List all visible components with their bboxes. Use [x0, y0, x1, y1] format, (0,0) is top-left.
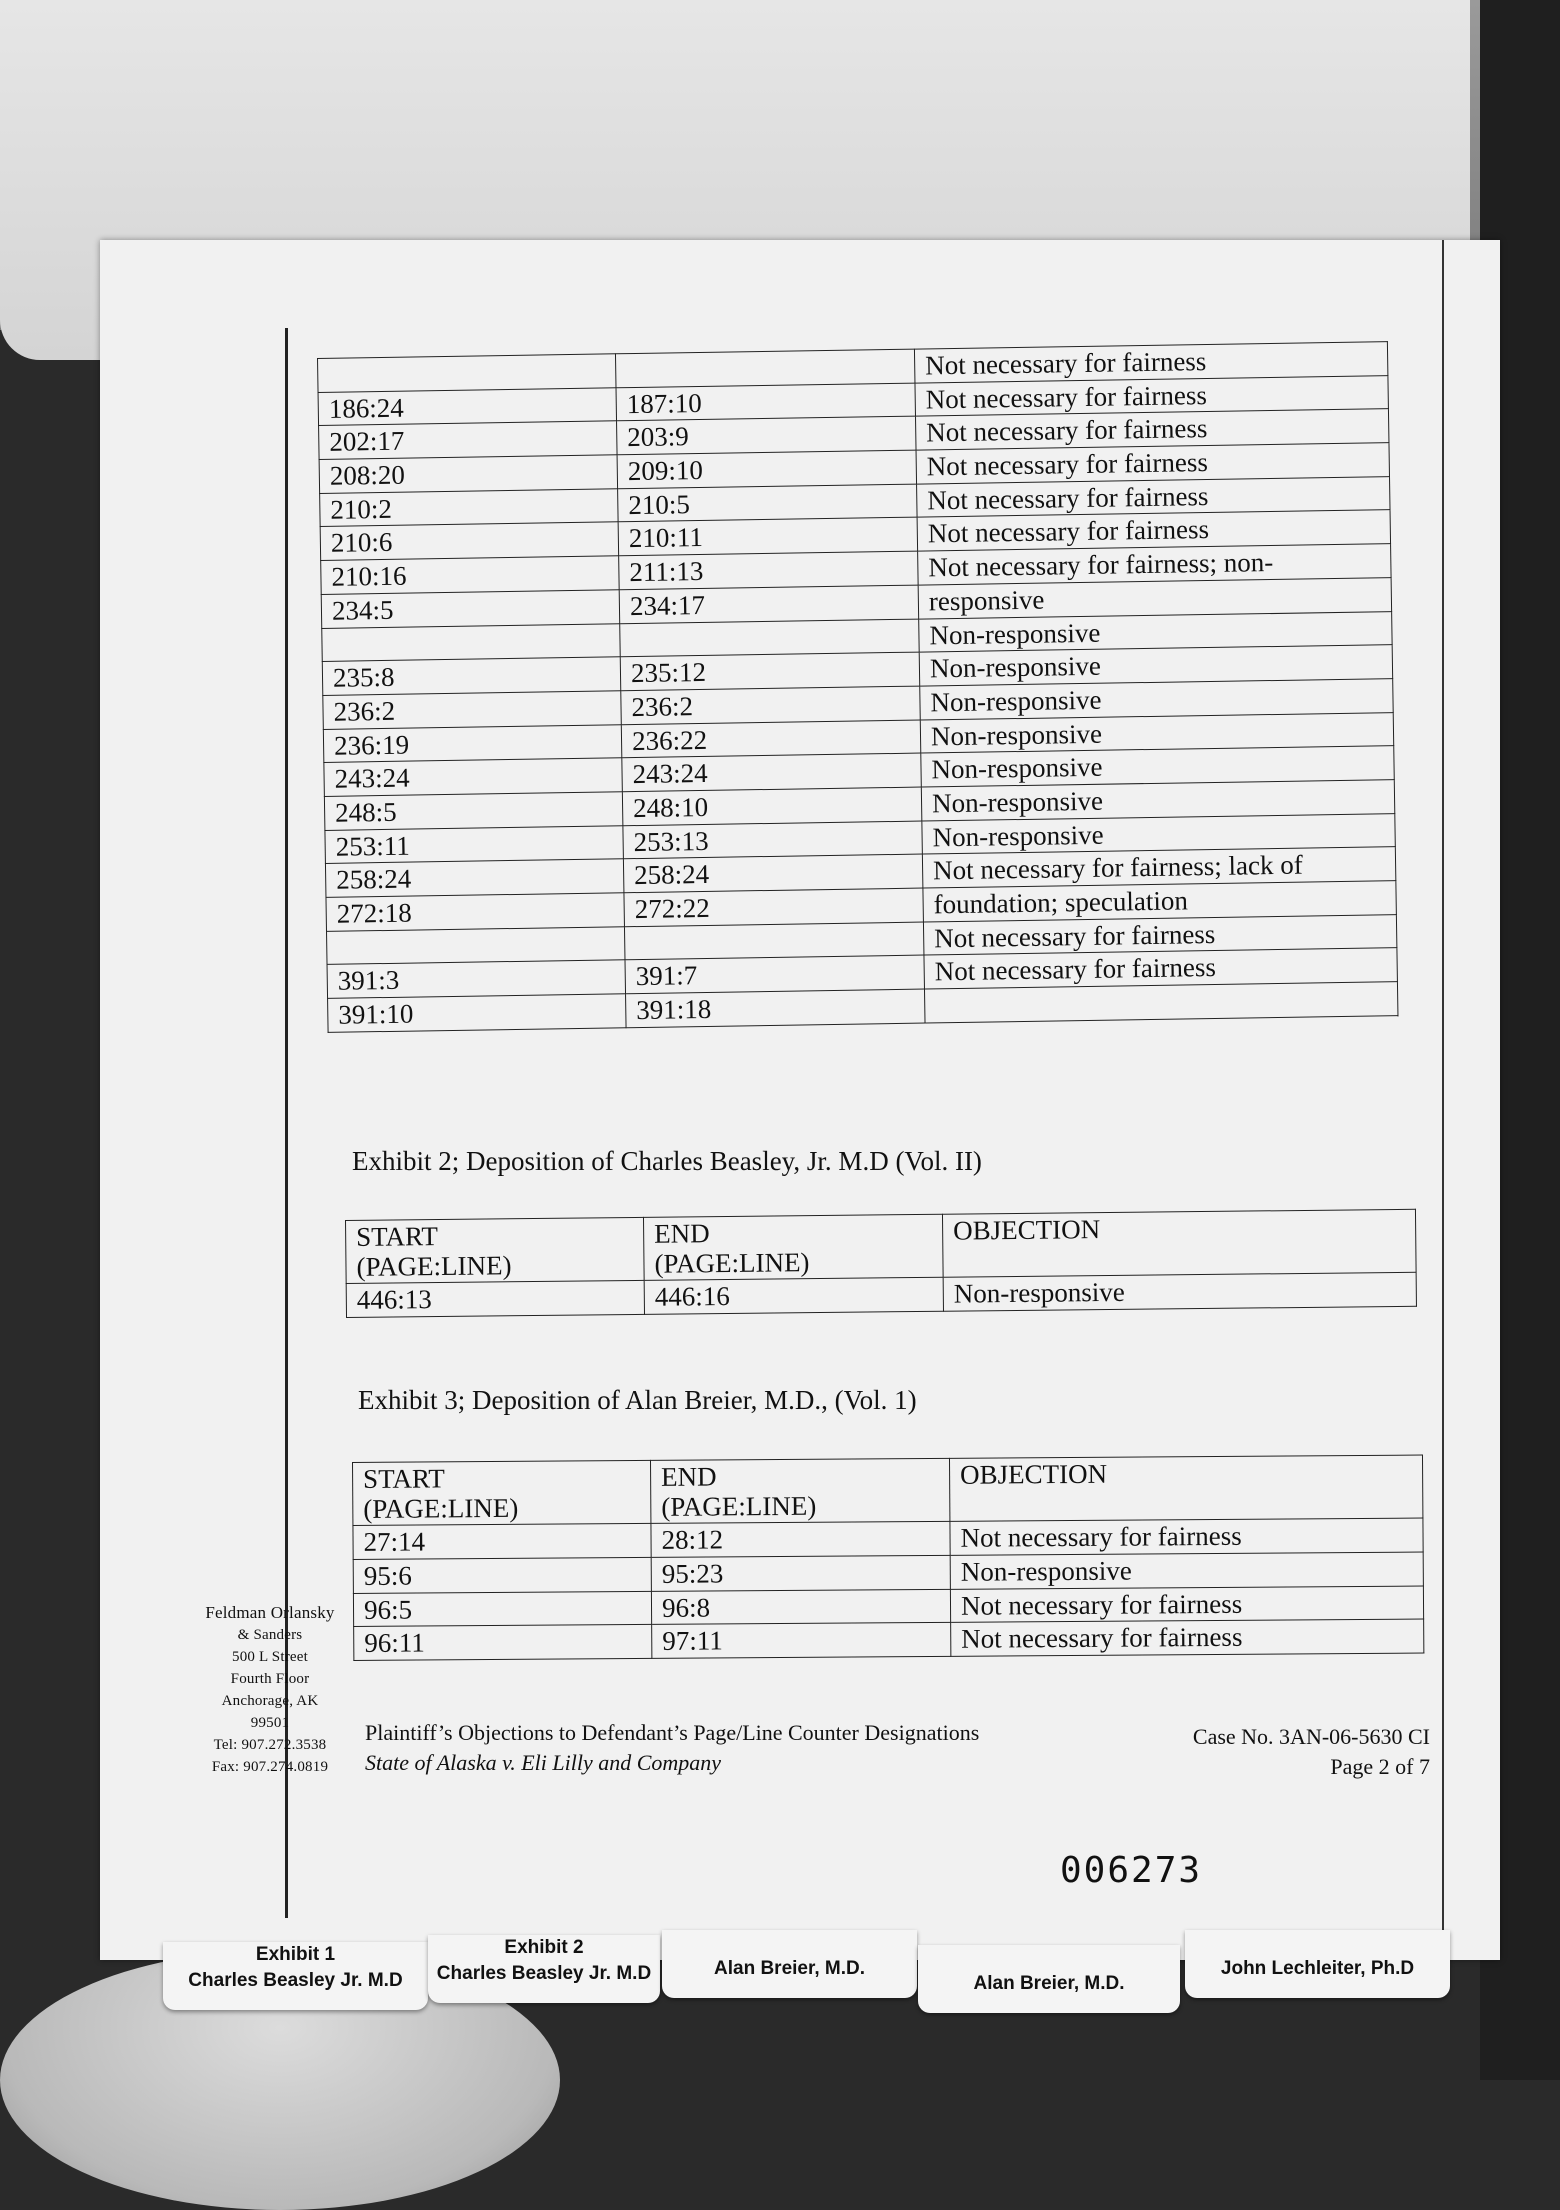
- tab-exhibit-2[interactable]: [428, 1935, 660, 2003]
- footer-case-no: Case No. 3AN-06-5630 CI: [1192, 1724, 1430, 1749]
- cell-start: 235:8: [322, 657, 620, 695]
- exhibit1-table-body: [318, 342, 1398, 1032]
- cell-start: [322, 623, 620, 661]
- exhibit3-table-body: [353, 1455, 1424, 1661]
- cell-start: 236:19: [323, 724, 621, 762]
- cell-objection: responsive: [918, 577, 1391, 618]
- cell-objection: Non-responsive: [921, 780, 1394, 821]
- firm-zip: 99501: [250, 1715, 290, 1731]
- cell-end: 211:13: [619, 551, 918, 589]
- header-end-label: END: [654, 1218, 710, 1249]
- header-objection: [949, 1455, 1422, 1522]
- cell-objection: foundation; speculation: [923, 881, 1396, 922]
- cell-end: 236:22: [621, 720, 920, 758]
- firm-fax: Fax: 907.274.0819: [211, 1759, 329, 1775]
- tab-john-lechleiter[interactable]: [1185, 1930, 1450, 1998]
- tab-label-line1: [918, 1945, 1180, 1971]
- cell-end: 203:9: [617, 416, 916, 454]
- tab-label-line2: Alan Breier, M.D.: [973, 1973, 1125, 1994]
- tab-alan-breier-1[interactable]: [662, 1930, 917, 1998]
- firm-address-block: [150, 1602, 390, 1778]
- cell-objection: [924, 982, 1397, 1023]
- cell-objection: Not necessary for fairness: [915, 375, 1388, 416]
- cell-objection: Not necessary for fairness: [923, 914, 1396, 955]
- header-objection-label: OBJECTION: [952, 1214, 1101, 1246]
- cell-end: 210:5: [618, 484, 917, 522]
- firm-name-line2: & Sanders: [237, 1627, 303, 1643]
- cell-start: 96:5: [353, 1591, 651, 1627]
- cell-objection: Non-responsive: [920, 712, 1393, 753]
- header-end-sub: (PAGE:LINE): [661, 1490, 817, 1522]
- tab-label-line2: Charles Beasley Jr. M.D: [188, 1970, 403, 1991]
- cell-end: 243:24: [622, 753, 921, 791]
- cell-end: 253:13: [623, 821, 922, 859]
- firm-name-line1: Feldman Orlansky: [205, 1603, 335, 1622]
- cell-objection: Not necessary for fairness: [950, 1518, 1423, 1555]
- cell-objection: Not necessary for fairness: [917, 476, 1390, 517]
- tab-label-line1: Exhibit 1: [255, 1944, 336, 1965]
- cell-objection: Not necessary for fairness: [917, 510, 1390, 551]
- tab-label-line2: Charles Beasley Jr. M.D: [436, 1963, 652, 1984]
- tab-label-line1: [662, 1930, 917, 1956]
- firm-floor: Fourth Floor: [230, 1671, 310, 1687]
- cell-start: 391:3: [327, 960, 625, 998]
- cell-objection: Not necessary for fairness: [951, 1619, 1424, 1656]
- exhibit2-heading: Exhibit 2; Deposition of Charles Beasley, Jr. M.D (Vol. II): [352, 1146, 982, 1176]
- header-start: [346, 1217, 645, 1283]
- cell-start: 210:2: [320, 489, 618, 527]
- cell-objection: Non-responsive: [920, 679, 1393, 720]
- footer-page-number: Page 2 of 7: [1330, 1754, 1430, 1779]
- table-header-row: [353, 1455, 1423, 1526]
- exhibit3-table: [352, 1455, 1424, 1662]
- footer-document-title: [365, 1718, 979, 1778]
- cell-end: 28:12: [651, 1522, 950, 1558]
- cell-end: 235:12: [620, 652, 919, 690]
- cell-objection: Not necessary for fairness: [915, 409, 1388, 450]
- cell-start: 210:6: [320, 522, 618, 560]
- firm-street: 500 L Street: [232, 1649, 308, 1665]
- cell-objection: Non-responsive: [950, 1552, 1423, 1589]
- cell-end: 258:24: [623, 854, 922, 892]
- header-start-sub: (PAGE:LINE): [363, 1492, 519, 1524]
- cell-start: 96:11: [354, 1625, 652, 1661]
- firm-city: Anchorage, AK: [221, 1693, 319, 1709]
- tab-label-line1: Exhibit 2: [504, 1937, 584, 1958]
- header-start-label: START: [356, 1221, 439, 1252]
- cell-start: 258:24: [325, 859, 623, 897]
- header-end-label: END: [661, 1461, 717, 1492]
- cell-start: 234:5: [321, 590, 619, 628]
- header-objection-label: OBJECTION: [959, 1458, 1108, 1490]
- tab-label-line1: [1185, 1930, 1450, 1956]
- cell-end: 272:22: [624, 888, 923, 926]
- cell-objection: Non-responsive: [921, 746, 1394, 787]
- cell-start: 236:2: [323, 691, 621, 729]
- header-objection: [942, 1209, 1416, 1277]
- cell-end: 97:11: [652, 1623, 951, 1659]
- cell-objection: Non-responsive: [922, 813, 1395, 854]
- cell-start: 446:13: [346, 1281, 644, 1318]
- cell-end: 96:8: [651, 1589, 950, 1625]
- cell-start: 248:5: [324, 792, 622, 830]
- cell-end: 236:2: [621, 686, 920, 724]
- exhibit2-table: [345, 1209, 1417, 1318]
- firm-tel: Tel: 907.272.3538: [213, 1737, 327, 1753]
- right-margin-rule: [1442, 240, 1444, 1940]
- cell-start: 208:20: [319, 455, 617, 493]
- cell-end: [620, 619, 919, 657]
- header-end: [650, 1458, 949, 1523]
- tab-exhibit-1[interactable]: [163, 1942, 428, 2010]
- cell-start: [318, 354, 616, 392]
- cell-end: 210:11: [618, 518, 917, 556]
- header-start-label: START: [363, 1463, 445, 1494]
- cell-end: 391:7: [625, 955, 924, 993]
- header-start-sub: (PAGE:LINE): [356, 1249, 512, 1282]
- cell-end: 95:23: [651, 1555, 950, 1591]
- document-page: [100, 240, 1500, 1960]
- tab-alan-breier-2[interactable]: [918, 1945, 1180, 2013]
- cell-end: 446:16: [644, 1278, 943, 1315]
- exhibit1-continued-table: [317, 341, 1398, 1032]
- cell-start: 253:11: [325, 825, 623, 863]
- header-start: [353, 1460, 651, 1525]
- cell-start: 202:17: [319, 421, 617, 459]
- cell-end: 234:17: [619, 585, 918, 623]
- cell-start: 243:24: [324, 758, 622, 796]
- cell-objection: Non-responsive: [919, 611, 1392, 652]
- cell-start: 272:18: [326, 893, 624, 931]
- cell-start: 95:6: [353, 1557, 651, 1593]
- tab-label-line2: Alan Breier, M.D.: [714, 1958, 865, 1979]
- cell-end: 391:18: [626, 989, 925, 1027]
- cell-start: 210:16: [321, 556, 619, 594]
- cell-objection: Not necessary for fairness: [914, 342, 1387, 383]
- footer-title: Plaintiff’s Objections to Defendant’s Page/Line Counter Designations: [365, 1720, 980, 1745]
- header-end: [643, 1214, 943, 1281]
- cell-end: [615, 349, 914, 387]
- cell-objection: Non-responsive: [943, 1273, 1416, 1312]
- tab-label-line2: John Lechleiter, Ph.D: [1220, 1958, 1415, 1979]
- exhibit3-heading: Exhibit 3; Deposition of Alan Breier, M.D., (Vol. 1): [358, 1385, 917, 1415]
- header-end-sub: (PAGE:LINE): [654, 1246, 810, 1279]
- cell-end: 187:10: [616, 383, 915, 421]
- cell-end: [624, 922, 923, 960]
- table-row: [354, 1619, 1424, 1660]
- cell-start: 27:14: [353, 1524, 651, 1560]
- table-header-row: [346, 1209, 1417, 1284]
- cell-objection: Not necessary for fairness: [950, 1586, 1423, 1623]
- cell-start: [327, 926, 625, 964]
- cell-objection: Not necessary for fairness: [916, 443, 1389, 484]
- cell-objection: Non-responsive: [919, 645, 1392, 686]
- cell-end: 248:10: [622, 787, 921, 825]
- cell-end: 209:10: [617, 450, 916, 488]
- cell-objection: Not necessary for fairness; lack of: [922, 847, 1395, 888]
- cell-objection: Not necessary for fairness: [924, 948, 1397, 989]
- footer-caption: State of Alaska v. Eli Lilly and Company: [365, 1750, 722, 1775]
- cell-objection: Not necessary for fairness; non-: [918, 544, 1391, 585]
- cell-start: 391:10: [328, 994, 626, 1032]
- cell-start: 186:24: [318, 387, 616, 425]
- bates-number: 006273: [1060, 1850, 1203, 1891]
- footer-case-info: [1045, 1722, 1430, 1782]
